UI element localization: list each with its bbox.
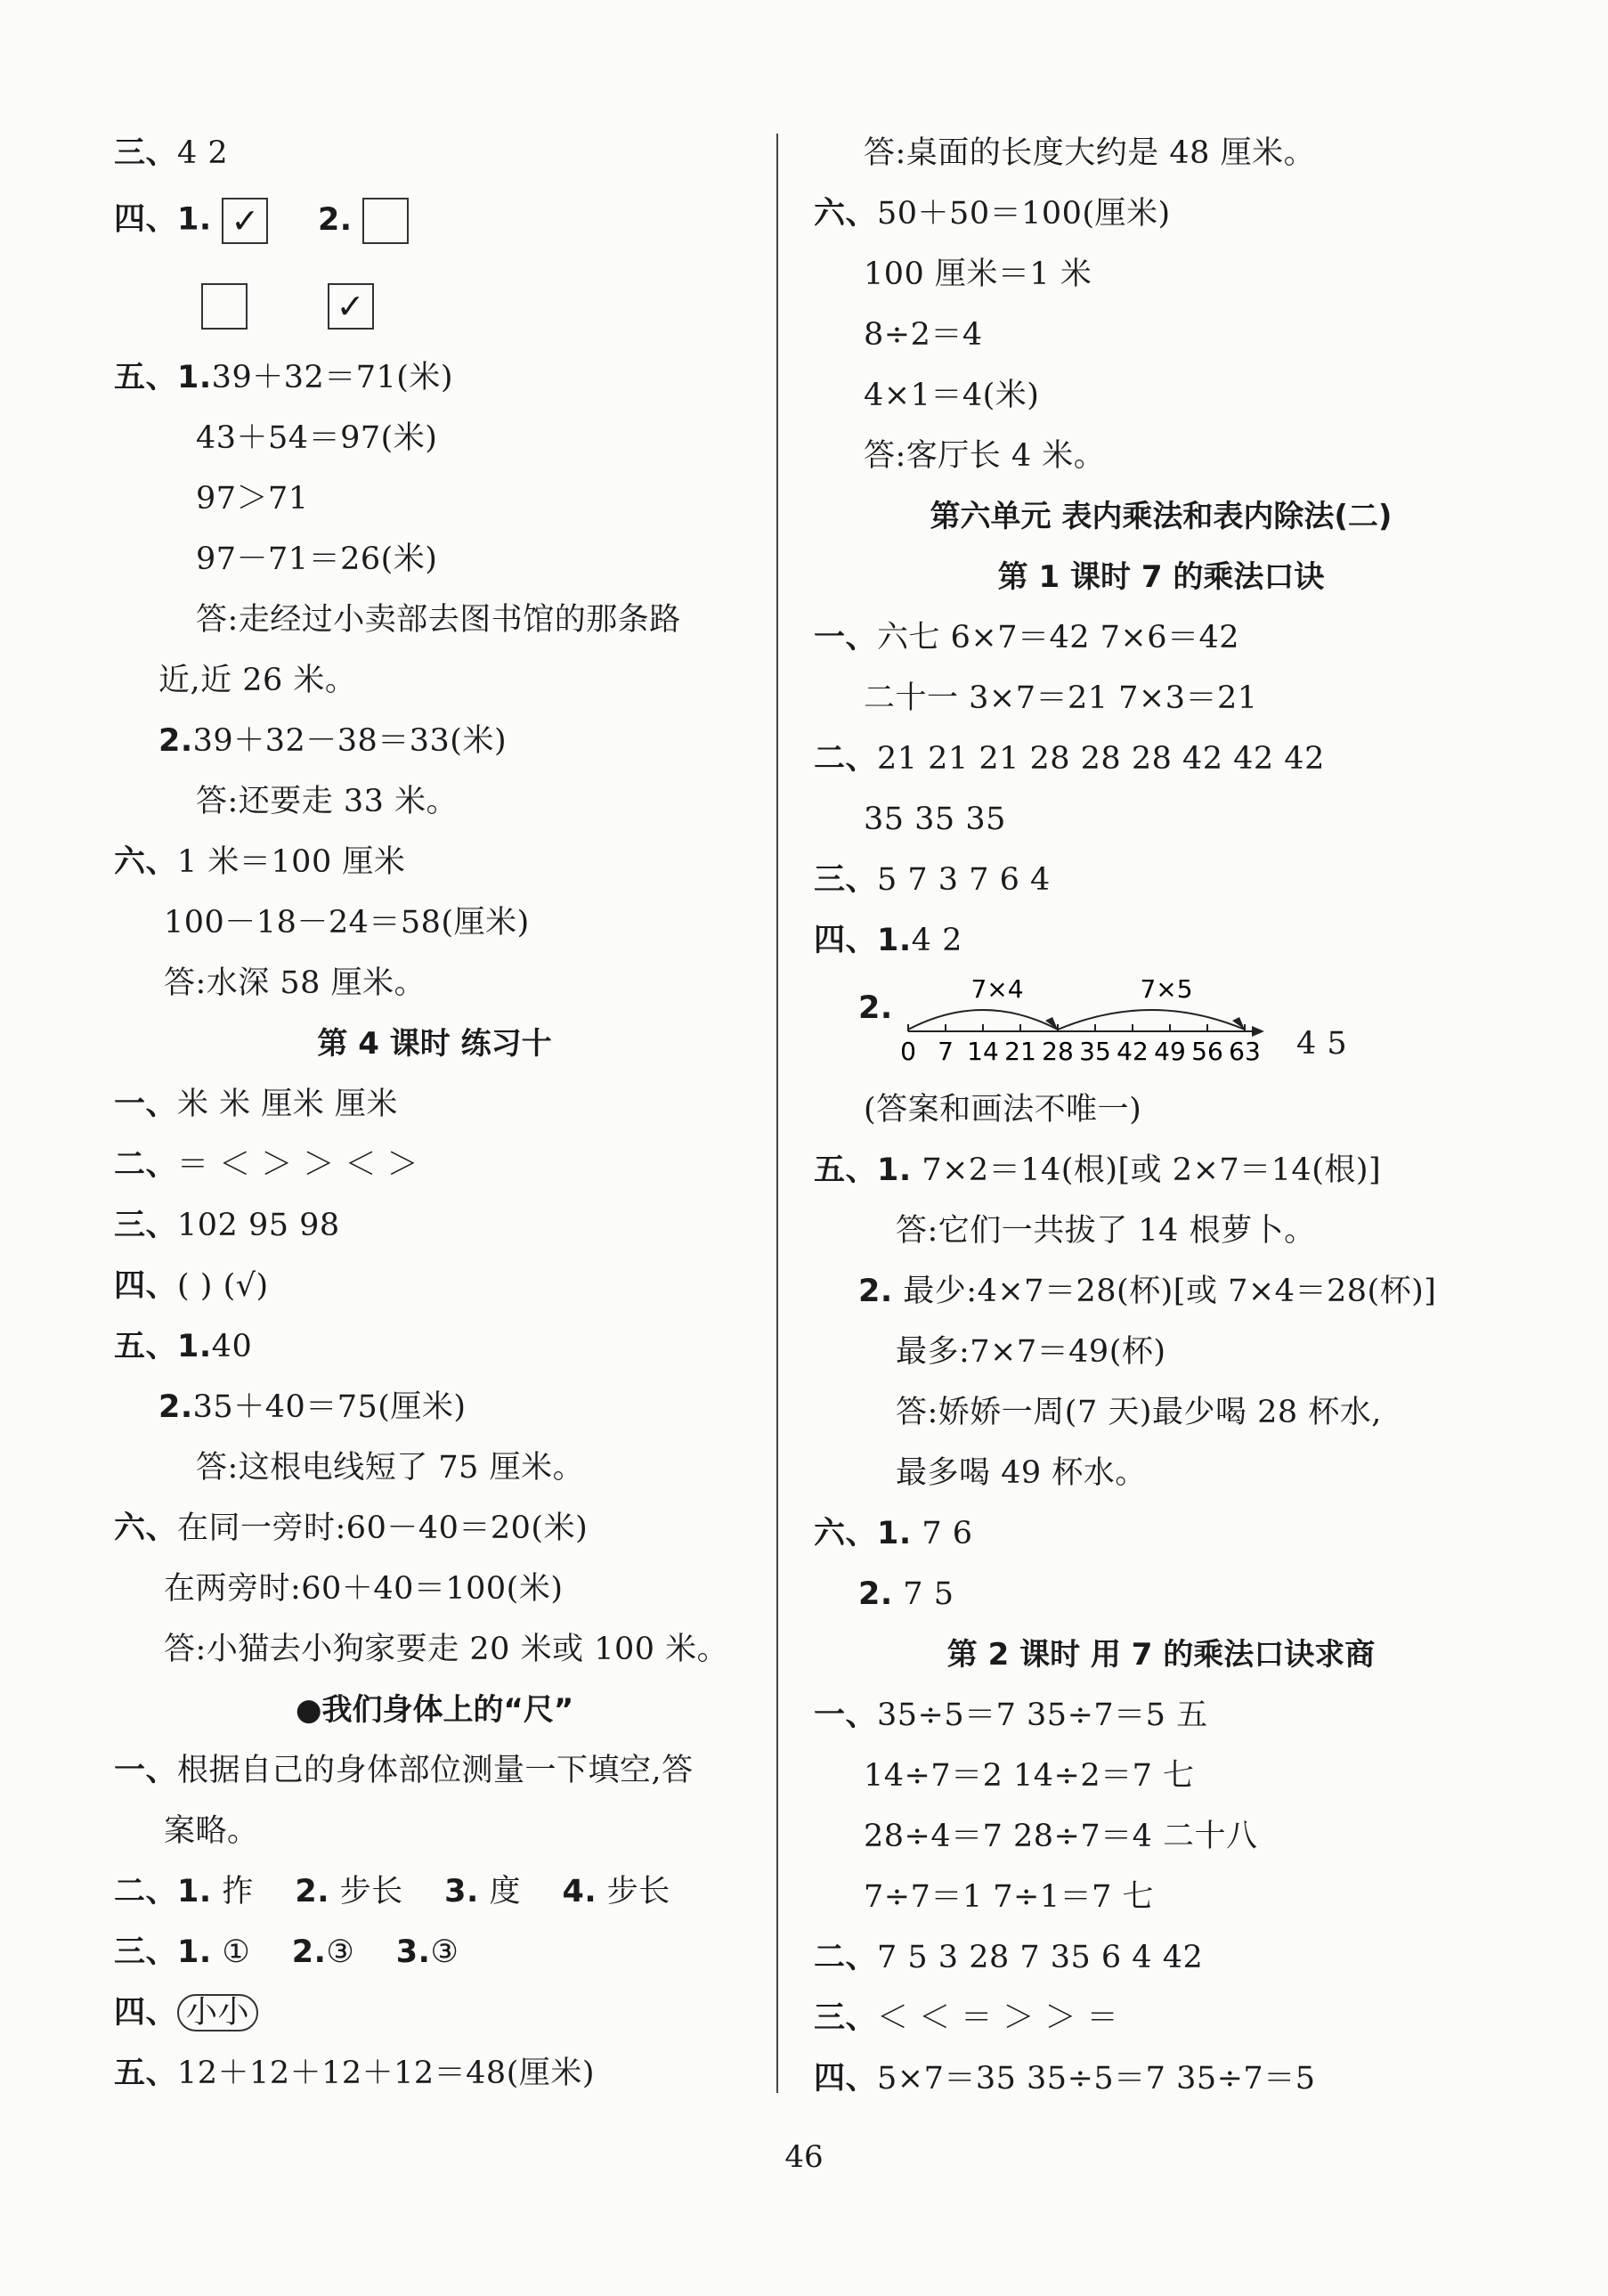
- circled-answer: 小小: [177, 1994, 258, 2031]
- number-line-tick-label: 42: [1117, 1037, 1149, 1066]
- line: 六、1 米＝100 厘米: [114, 844, 406, 880]
- line-checkboxes-row2: [201, 283, 379, 330]
- line: 43＋54＝97(米): [196, 420, 438, 456]
- checkbox-checked: [222, 198, 268, 244]
- line: 100 厘米＝1 米: [864, 256, 1092, 292]
- line-checkboxes: 四、1. ✓ 2.: [114, 198, 414, 244]
- line: 二、1. 拃 2. 步长 3. 度 4. 步长: [114, 1874, 670, 1909]
- line: 五、12＋12＋12＋12＝48(厘米): [114, 2056, 596, 2091]
- lesson-heading: 第 2 课时 用 7 的乘法口诀求商: [946, 1637, 1376, 1673]
- line: 二、21 21 21 28 28 28 42 42 42: [814, 741, 1325, 777]
- line: 答:小猫去小狗家要走 20 米或 100 米。: [164, 1632, 729, 1667]
- line: 一、根据自己的身体部位测量一下填空,答: [114, 1753, 694, 1788]
- number-line-tick-label: 63: [1229, 1037, 1261, 1066]
- line: 三、＜ ＜ ＝ ＞ ＞ ＝: [814, 2000, 1119, 2036]
- number-line-tick-label: 0: [900, 1037, 916, 1066]
- line: 三、5 7 3 7 6 4: [814, 862, 1051, 898]
- line: 答:桌面的长度大约是 48 厘米。: [864, 135, 1316, 171]
- line: 4×1＝4(米): [864, 378, 1040, 413]
- line: 答:水深 58 厘米。: [164, 965, 426, 1001]
- line: 二十一 3×7＝21 7×3＝21: [864, 680, 1258, 716]
- checkbox-empty: [201, 283, 248, 330]
- line: 答:这根电线短了 75 厘米。: [196, 1450, 585, 1486]
- number-line-answer: 4 5: [1296, 1026, 1348, 1062]
- line: 最多喝 49 杯水。: [896, 1455, 1147, 1491]
- line: 答:它们一共拔了 14 根萝卜。: [896, 1213, 1316, 1249]
- number-line-arrowhead: [1252, 1026, 1264, 1037]
- line: 三、1. ① 2.③ 3.③: [114, 1934, 459, 1970]
- unit-heading: 第六单元 表内乘法和表内除法(二): [930, 499, 1393, 534]
- line: 二、7 5 3 28 7 35 6 4 42: [814, 1940, 1204, 1975]
- line: 最多:7×7＝49(杯): [896, 1334, 1166, 1370]
- line: 案略。: [164, 1813, 259, 1849]
- number-line-tick-label: 7: [938, 1037, 954, 1066]
- arc-label-7x5: 7×5: [1140, 974, 1193, 1004]
- line: 六、1. 7 6: [814, 1516, 973, 1551]
- number-line-label: 2.: [858, 990, 893, 1026]
- line: 35 35 35: [864, 802, 1006, 837]
- number-line-arcs: [908, 1010, 1245, 1030]
- number-line-tick-label: 35: [1079, 1037, 1111, 1066]
- column-divider: [776, 134, 778, 2093]
- line: 六、50＋50＝100(厘米): [814, 196, 1171, 232]
- line: 8÷2＝4: [864, 317, 983, 353]
- line: 14÷7＝2 14÷2＝7 七: [864, 1758, 1195, 1794]
- line: 97－71＝26(米): [196, 541, 438, 577]
- checkbox-checked: [328, 283, 374, 330]
- check-icon: ✓: [336, 287, 365, 326]
- line: 答:走经过小卖部去图书馆的那条路: [196, 602, 681, 638]
- number-line-tick-label: 21: [1004, 1037, 1036, 1066]
- line: 一、六七 6×7＝42 7×6＝42: [814, 620, 1240, 655]
- line: 100－18－24＝58(厘米): [164, 905, 530, 940]
- line: 五、1. 7×2＝14(根)[或 2×7＝14(根)]: [814, 1152, 1382, 1188]
- line: 97＞71: [196, 481, 309, 517]
- line: 四、 小小: [114, 1993, 258, 2032]
- arc-arrowhead: [1045, 1017, 1058, 1030]
- line: 2.39＋32－38＝33(米): [158, 723, 508, 759]
- line: 在两旁时:60＋40＝100(米): [164, 1571, 564, 1607]
- checkbox-empty: [362, 198, 409, 244]
- number-line-tick-label: 49: [1154, 1037, 1186, 1066]
- number-line-figure: [890, 971, 1273, 1069]
- section-heading: ●我们身体上的“尺”: [295, 1692, 574, 1728]
- line: 四、1.4 2: [814, 923, 962, 958]
- number-line-tick-label: 14: [967, 1037, 999, 1066]
- line: 近,近 26 米。: [158, 663, 357, 698]
- number-line-tick-label: 56: [1191, 1037, 1223, 1066]
- line: 五、1.40: [114, 1329, 253, 1364]
- arc-label-7x4: 7×4: [970, 974, 1024, 1004]
- line: 一、35÷5＝7 35÷7＝5 五: [814, 1698, 1208, 1733]
- line: 五、1.39＋32＝71(米): [114, 360, 454, 395]
- line: 28÷4＝7 28÷7＝4 二十八: [864, 1819, 1258, 1854]
- line: 2. 最少:4×7＝28(杯)[或 7×4＝28(杯)]: [858, 1274, 1437, 1309]
- line: 7÷7＝1 7÷1＝7 七: [864, 1879, 1155, 1915]
- line: 二、＝ ＜ ＞ ＞ ＜ ＞: [114, 1147, 419, 1183]
- line: 一、米 米 厘米 厘米: [114, 1087, 398, 1122]
- line: 答:娇娇一周(7 天)最少喝 28 杯水,: [896, 1395, 1382, 1430]
- number-line-jump-arc: [1058, 1010, 1245, 1030]
- line: 答:还要走 33 米。: [196, 784, 459, 819]
- check-icon: ✓: [231, 201, 260, 240]
- page-number: 46: [784, 2139, 824, 2175]
- number-line-tick-label: 28: [1042, 1037, 1074, 1066]
- line: 2. 7 5: [858, 1576, 954, 1612]
- line: 三、4 2: [114, 135, 229, 171]
- line: 答:客厅长 4 米。: [864, 438, 1106, 474]
- line: 四、( ) (√): [114, 1268, 269, 1304]
- line: 2.35＋40＝75(厘米): [158, 1389, 467, 1425]
- line: 六、在同一旁时:60－40＝20(米): [114, 1510, 589, 1546]
- line: (答案和画法不唯一): [864, 1092, 1142, 1128]
- line: 三、102 95 98: [114, 1208, 340, 1243]
- line: 四、5×7＝35 35÷5＝7 35÷7＝5: [814, 2061, 1316, 2097]
- section-heading: 第 4 课时 练习十: [317, 1026, 552, 1062]
- lesson-heading: 第 1 课时 7 的乘法口诀: [997, 559, 1325, 595]
